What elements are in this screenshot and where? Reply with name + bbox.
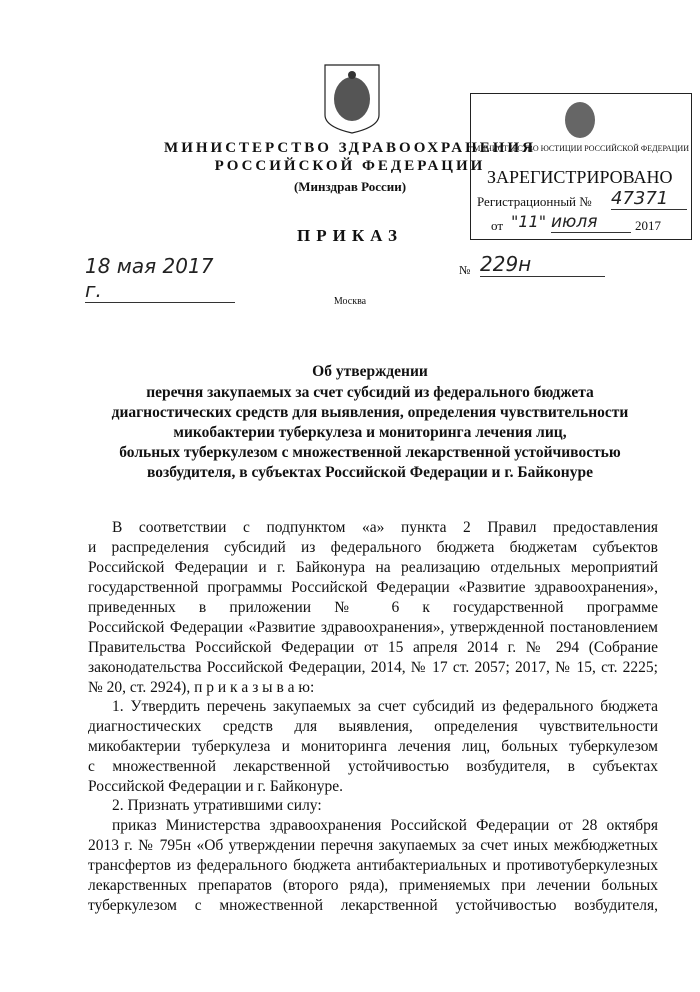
body-line: и распределения субсидий из федерального бюджета бюджетам субъектов — [88, 539, 658, 556]
body-line: № 20, ст. 2924), п р и к а з ы в а ю: — [88, 679, 315, 696]
stamp-reg-number: 47371 — [611, 188, 687, 210]
body-line: государственной программы Российской Федерации «Развитие здравоохранения», — [88, 579, 658, 596]
body-line: 2. Признать утратившими силу: — [112, 797, 322, 814]
stamp-reg-label: Регистрационный № — [477, 194, 592, 209]
stamp-emblem — [561, 100, 599, 140]
title-line: диагностических средств для выявления, определения чувствительности — [111, 404, 629, 421]
order-date: 18 мая 2017 г. — [85, 254, 235, 303]
body-line: диагностических средств для выявления, определения чувствительности — [88, 718, 658, 735]
document-type: ПРИКАЗ — [297, 226, 403, 245]
number-label: № — [459, 263, 471, 277]
body-line: туберкулезом с множественной лекарственной устойчивостью возбудителя, — [88, 897, 658, 914]
title-line: перечня закупаемых за счет субсидий из федерального бюджета — [146, 384, 594, 401]
body-line: Правительства Российской Федерации от 15 апреля 2014 г. № 294 (Собрание — [88, 639, 658, 656]
title-line: микобактерии туберкулеза и мониторинга лечения лиц, — [173, 424, 567, 441]
city: Москва — [333, 296, 367, 307]
body-line: 2013 г. № 795н «Об утверждении перечня закупаемых за счет иных межбюджетных — [88, 837, 658, 854]
body-line: приведенных в приложении № 6 к государственной программе — [88, 599, 658, 616]
stamp-year: 2017 — [635, 218, 661, 233]
order-number: 229н — [480, 252, 605, 277]
coat-of-arms-emblem — [323, 63, 381, 135]
body-line: лекарственных препаратов (второго ряда), применяемых при лечении больных — [88, 877, 658, 894]
body-line: микобактерии туберкулеза и мониторинга лечения лиц, больных туберкулезом — [88, 738, 658, 755]
body-line: Российской Федерации «Развитие здравоохранения», утвержденной постановлением — [88, 619, 658, 636]
body-line: законодательства Российской Федерации, 2014, № 17 ст. 2057; 2017, № 15, ст. 2225; — [88, 659, 658, 676]
title-line: возбудителя, в субъектах Российской Федерации и г. Байконуре — [147, 464, 593, 481]
body-line: В соответствии с подпунктом «а» пункта 2 Правил предоставления — [112, 519, 658, 536]
title-line: больных туберкулезом с множественной лекарственной устойчивостью — [119, 444, 621, 461]
stamp-month: июля — [551, 212, 631, 233]
stamp-org: МИНИСТЕРСТВО ЮСТИЦИИ РОССИЙСКОЙ ФЕДЕРАЦИИ — [473, 144, 689, 153]
title-line: Об утверждении — [312, 363, 428, 380]
stamp-day: "11" — [511, 212, 547, 231]
body-line: Российской Федерации и г. Байконура на реализацию отдельных мероприятий — [88, 559, 658, 576]
ministry-name-line2: РОССИЙСКОЙ ФЕДЕРАЦИИ — [214, 158, 486, 174]
body-line: приказ Министерства здравоохранения Российской Федерации от 28 октября — [112, 817, 658, 834]
body-line: Российской Федерации и г. Байконуре. — [88, 778, 343, 795]
registration-stamp — [470, 93, 692, 240]
stamp-title: ЗАРЕГИСТРИРОВАНО — [487, 167, 673, 187]
body-line: с множественной лекарственной устойчивостью возбудителя, в субъектах — [88, 758, 658, 775]
ministry-short-name: (Минздрав России) — [293, 179, 407, 194]
stamp-date-prefix: от — [491, 218, 504, 233]
ministry-name-line1: МИНИСТЕРСТВО ЗДРАВООХРАНЕНИЯ — [164, 140, 536, 156]
body-line: 1. Утвердить перечень закупаемых за счет субсидий из федерального бюджета — [112, 698, 658, 715]
body-line: трансфертов из федерального бюджета антибактериальных и противотуберкулезных — [88, 857, 658, 874]
